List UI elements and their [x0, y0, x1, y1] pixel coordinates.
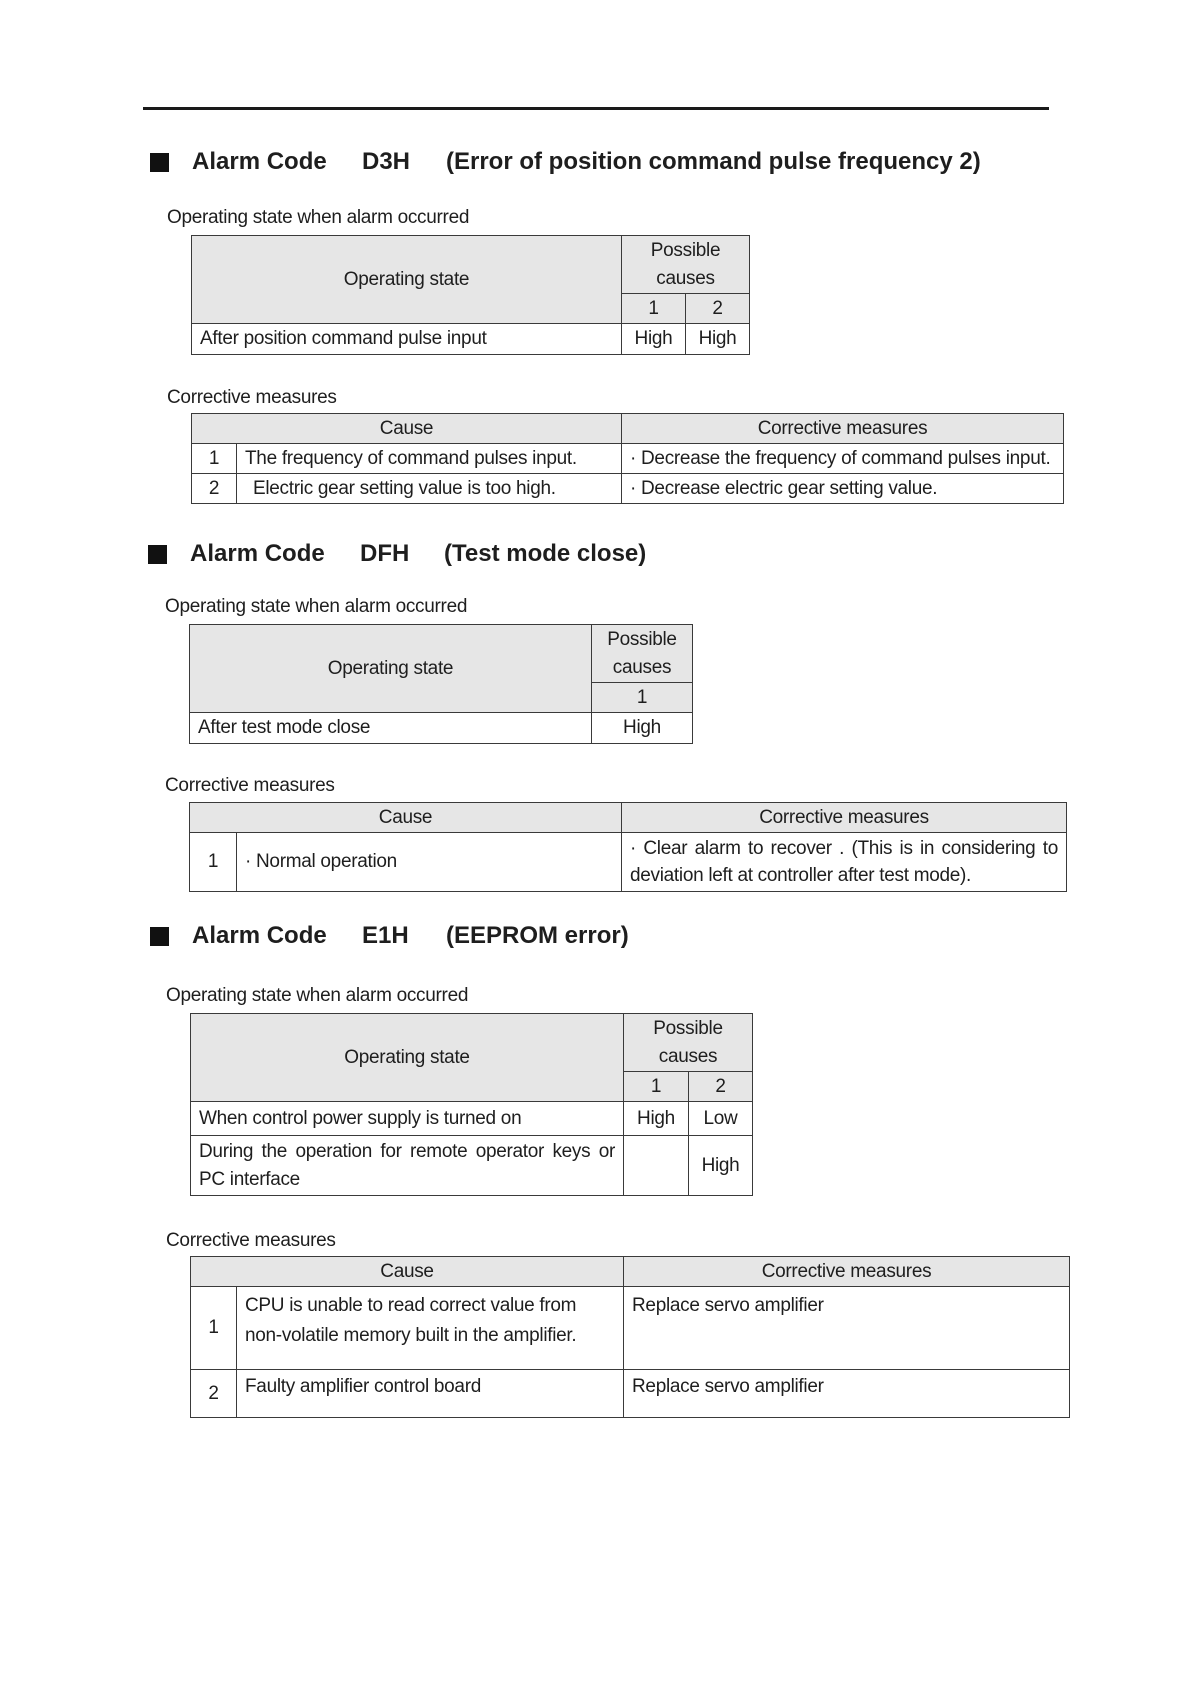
corrective-measures-label: Corrective measures [167, 387, 337, 408]
operating-state-table-d3h [191, 235, 750, 355]
cause-cell: The frequency of command pulses input. [237, 444, 622, 474]
alarm-description: (EEPROM error) [446, 922, 629, 949]
square-bullet-icon [150, 153, 169, 172]
row-number: 2 [192, 474, 237, 504]
row-number: 1 [190, 833, 237, 892]
alarm-word: Alarm Code [192, 922, 327, 949]
likelihood-cell: Low [689, 1102, 753, 1136]
corrective-header: Corrective measures [624, 1257, 1070, 1287]
measure-cell: Replace servo amplifier [624, 1287, 1070, 1370]
operating-state-cell: After test mode close [190, 713, 592, 744]
likelihood-cell: High [624, 1102, 689, 1136]
cause-number: 1 [622, 294, 686, 324]
alarm-word: Alarm Code [192, 148, 327, 175]
cause-number: 2 [689, 1072, 753, 1102]
cause-cell: CPU is unable to read correct value from non-volatile memory built in the amplifier. [237, 1287, 624, 1370]
corrective-header: Corrective measures [622, 803, 1067, 833]
row-number: 1 [191, 1287, 237, 1370]
operating-state-label: Operating state when alarm occurred [166, 985, 469, 1006]
alarm-code: D3H [362, 148, 411, 175]
likelihood-cell: High [622, 324, 686, 355]
measure-cell: Replace servo amplifier [624, 1370, 1070, 1418]
operating-state-cell: After position command pulse input [192, 324, 622, 355]
cause-header: Cause [191, 1257, 624, 1287]
operating-state-table-e1h [190, 1013, 753, 1196]
alarm-description: (Test mode close) [444, 540, 647, 567]
cause-cell: · Normal operation [237, 833, 622, 892]
likelihood-cell: High [689, 1136, 753, 1196]
alarm-code: E1H [362, 922, 409, 949]
operating-state-header: Operating state [191, 1014, 624, 1102]
likelihood-cell: High [686, 324, 750, 355]
alarm-code: DFH [360, 540, 410, 567]
square-bullet-icon [148, 545, 167, 564]
alarm-word: Alarm Code [190, 540, 325, 567]
row-number: 1 [192, 444, 237, 474]
possible-causes-header: Possible causes [622, 236, 750, 294]
likelihood-cell: High [592, 713, 693, 744]
cause-cell: Faulty amplifier control board [237, 1370, 624, 1418]
measure-cell: · Clear alarm to recover . (This is in considering to deviation left at controller after test mode). [622, 833, 1067, 892]
cause-number: 1 [592, 683, 693, 713]
cause-header: Cause [190, 803, 622, 833]
alarm-heading-dfh [148, 537, 646, 571]
alarm-heading-d3h [150, 145, 981, 179]
alarm-heading-e1h [150, 919, 629, 953]
measure-cell: · Decrease electric gear setting value. [622, 474, 1064, 504]
square-bullet-icon [150, 927, 169, 946]
possible-causes-header: Possible causes [592, 625, 693, 683]
corrective-measures-table-e1h [190, 1256, 1070, 1418]
operating-state-header: Operating state [192, 236, 622, 324]
possible-causes-header: Possible causes [624, 1014, 753, 1072]
operating-state-cell: When control power supply is turned on [191, 1102, 624, 1136]
corrective-measures-label: Corrective measures [166, 1230, 336, 1251]
corrective-measures-table-dfh [189, 802, 1067, 892]
cause-number: 2 [686, 294, 750, 324]
cause-cell: Electric gear setting value is too high. [237, 474, 622, 504]
alarm-description: (Error of position command pulse frequency 2) [446, 148, 981, 175]
operating-state-table-dfh [189, 624, 693, 744]
measure-cell: · Decrease the frequency of command pulses input. [622, 444, 1064, 474]
cause-number: 1 [624, 1072, 689, 1102]
corrective-measures-table-d3h [191, 413, 1064, 504]
operating-state-label: Operating state when alarm occurred [165, 596, 468, 617]
operating-state-cell: During the operation for remote operator keys or PC interface [191, 1136, 624, 1196]
top-rule [143, 107, 1049, 110]
row-number: 2 [191, 1370, 237, 1418]
likelihood-cell [624, 1136, 689, 1196]
operating-state-label: Operating state when alarm occurred [167, 207, 470, 228]
corrective-header: Corrective measures [622, 414, 1064, 444]
cause-header: Cause [192, 414, 622, 444]
corrective-measures-label: Corrective measures [165, 775, 335, 796]
operating-state-header: Operating state [190, 625, 592, 713]
